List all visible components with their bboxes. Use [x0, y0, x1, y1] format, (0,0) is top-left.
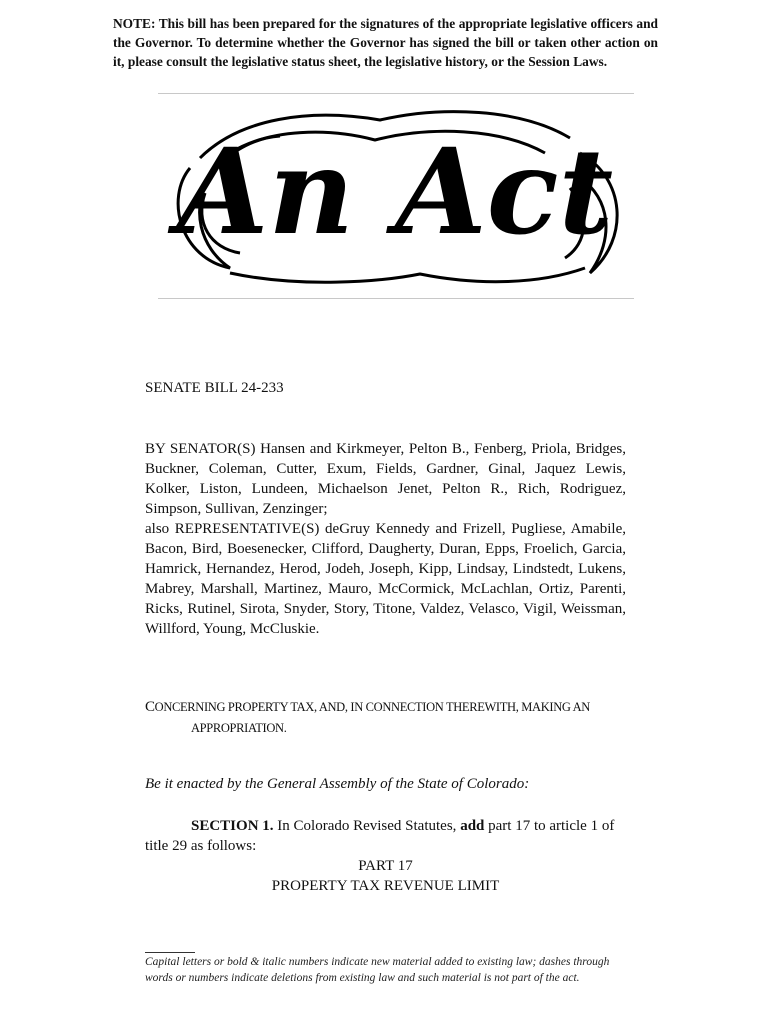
section-bold-word: add [460, 818, 485, 834]
bill-title-line1: ONCERNING PROPERTY TAX, AND, IN CONNECTION THEREWITH, MAKING AN [154, 700, 590, 714]
seal-bottom-rule [158, 298, 634, 299]
seal-flourish-bottom [230, 268, 585, 282]
footnote: Capital letters or bold & italic numbers indicate new material added to existing law; dashes through words or numbers indicate deletions from existing law and such material is not part of the act. [145, 956, 610, 984]
signature-note: NOTE: This bill has been prepared for the signatures of the appropriate legislative officers and the Governor. To determine whether the Governor has signed the bill or taken other action on it, please consult the legislative status sheet, the legislative history, or the Session Laws. [113, 16, 658, 69]
part-title: PROPERTY TAX REVENUE LIMIT [271, 878, 500, 894]
representatives-list: also REPRESENTATIVE(S) deGruy Kennedy and Frizell, Pugliese, Amabile, Bacon, Bird, Boesenecker, Clifford, Daugherty, Duran, Epps, Froelich, Garcia, Hamrick, Hernandez, Herod, Jodeh, Joseph, Kipp, Lindsay, Lindstedt, Lukens, Mabrey, Marshall, Martinez, Mauro, McCormick, McLachlan, Ortiz, Parenti, Ricks, Rutinel, Sirota, Snyder, Story, Titone, Valdez, Velasco, Vigil, Weissman, Willford, Young, McCluskie. [145, 521, 626, 637]
an-act-seal [160, 98, 630, 294]
part-number: PART 17 [358, 858, 413, 874]
bill-title-line2: APPROPRIATION. [191, 721, 287, 735]
bill-number: SENATE BILL 24-233 [145, 380, 284, 396]
seal-top-rule [158, 93, 634, 94]
bill-title-initial: C [145, 699, 155, 715]
senators-list: BY SENATOR(S) Hansen and Kirkmeyer, Pelton B., Fenberg, Priola, Bridges, Buckner, Coleman, Cutter, Exum, Fields, Gardner, Ginal, Jaquez Lewis, Kolker, Liston, Lundeen, Michaelson Jenet, Pelton R., Rich, Rodriguez, Simpson, Sullivan, Zenzinger; [145, 441, 626, 517]
section-text-after: part 17 to article 1 of title 29 as follows: [145, 818, 615, 854]
an-act-text: An Act [176, 122, 614, 261]
section-label: SECTION 1. [191, 818, 274, 834]
sponsors-block [145, 439, 626, 639]
footnote-rule [145, 952, 195, 953]
bill-title [145, 697, 630, 739]
section-1 [145, 816, 626, 856]
section-text-before: In Colorado Revised Statutes, [273, 818, 461, 834]
part-heading [145, 856, 626, 896]
enacting-clause: Be it enacted by the General Assembly of the State of Colorado: [145, 776, 530, 792]
